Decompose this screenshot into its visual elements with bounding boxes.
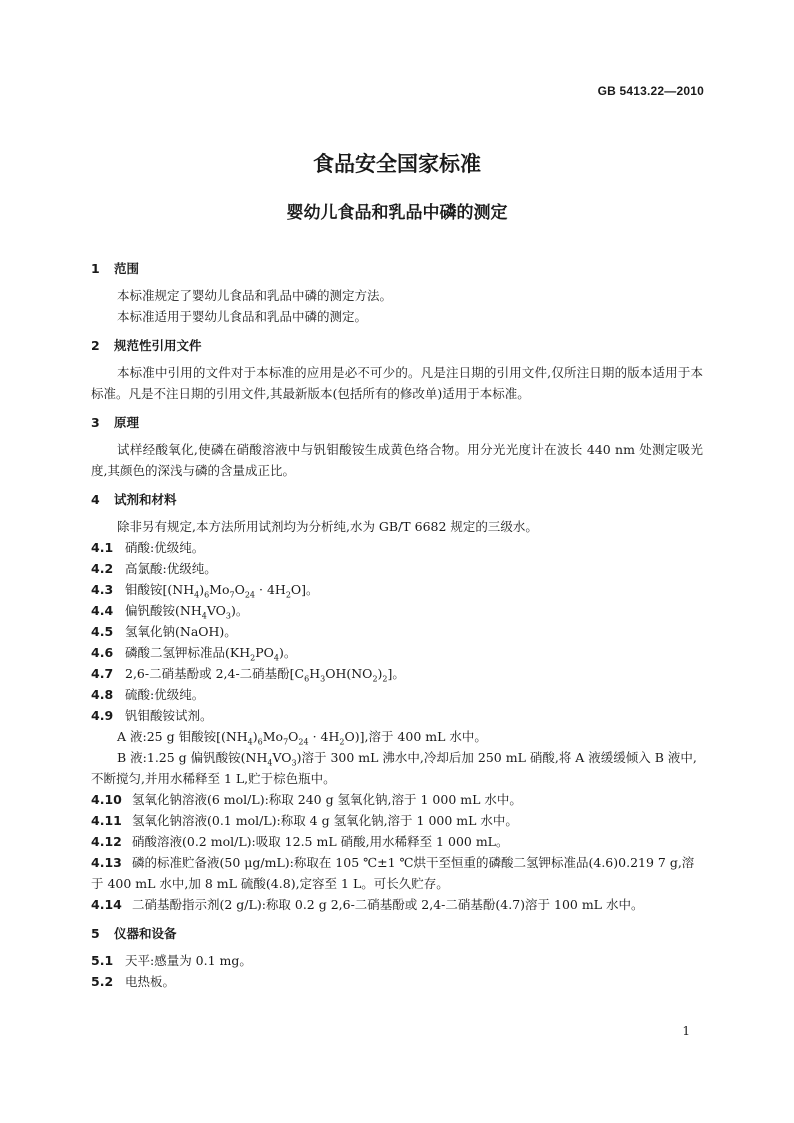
list-item: 4.5 氢氧化钠(NaOH)。 — [91, 624, 237, 639]
list-item: 4.9 钒钼酸铵试剂。 — [91, 708, 213, 723]
paragraph: 试样经酸氧化,使磷在硝酸溶液中与钒钼酸铵生成黄色络合物。用分光光度计在波长 440 nm 处测定吸光度,其颜色的深浅与磷的含量成正比。 — [91, 442, 703, 478]
list-item: 4.11 氢氧化钠溶液(0.1 mol/L):称取 4 g 氢氧化钠,溶于 1 000 mL 水中。 — [91, 813, 518, 828]
section-heading: 2 规范性引用文件 — [91, 338, 202, 353]
sub-paragraph: A 液:25 g 钼酸铵$[(NH_4)_6Mo_7O_{24} \cdot 4H_2O)$],溶于 400 mL 水中。 — [117, 729, 487, 747]
paragraph: 本标准适用于婴幼儿食品和乳品中磷的测定。 — [117, 309, 368, 324]
list-item: 4.12 硝酸溶液(0.2 mol/L):吸取 12.5 mL 硝酸,用水稀释至 1 000 mL。 — [91, 834, 509, 849]
list-item: 5.1 天平:感量为 0.1 mg。 — [91, 953, 252, 968]
list-item: 4.8 硫酸:优级纯。 — [91, 687, 205, 702]
list-item: 4.6 磷酸二氢钾标准品$(KH_2PO_4)$。 — [91, 645, 297, 663]
list-item: 4.7 2,6-二硝基酚或 2,4-二硝基酚$[C_6H_3OH(NO_2)_2]$。 — [91, 666, 405, 684]
section-heading: 4 试剂和材料 — [91, 492, 177, 507]
list-item: 4.10 氢氧化钠溶液(6 mol/L):称取 240 g 氢氧化钠,溶于 1 000 mL 水中。 — [91, 792, 522, 807]
page-number: 1 — [682, 1024, 690, 1038]
list-item: 4.13 磷的标准贮备液(50 μg/mL):称取在 105 ℃±1 ℃烘干至恒重的磷酸二氢钾标准品(4.6)0.219 7 g,溶于 400 mL 水中,加 8 mL 硫酸(4.8),定容至 1 L。可长久贮存。 — [91, 855, 695, 891]
list-item: 4.3 钼酸铵$[(NH_4)_6Mo_7O_{24} \cdot 4H_2O]$。 — [91, 582, 319, 600]
section-heading: 1 范围 — [91, 261, 140, 276]
paragraph: 本标准中引用的文件对于本标准的应用是必不可少的。凡是注日期的引用文件,仅所注日期的版本适用于本标准。凡是不注日期的引用文件,其最新版本(包括所有的修改单)适用于本标准。 — [91, 365, 703, 401]
page-subtitle: 婴幼儿食品和乳品中磷的测定 — [286, 203, 508, 223]
section-heading: 5 仪器和设备 — [91, 926, 177, 941]
page-title: 食品安全国家标准 — [313, 152, 481, 176]
paragraph: 本标准规定了婴幼儿食品和乳品中磷的测定方法。 — [117, 288, 393, 303]
sub-paragraph: B 液:1.25 g 偏钒酸铵$(NH_4VO_3)$溶于 300 mL 沸水中,冷却后加 250 mL 硝酸,将 A 液缓缓倾入 B 液中,不断搅匀,并用水稀释至 1 L,贮于棕色瓶中。 — [91, 750, 697, 786]
list-item: 4.4 偏钒酸铵$(NH_4VO_3)$。 — [91, 603, 249, 621]
document-body — [91, 258, 703, 992]
paragraph: 除非另有规定,本方法所用试剂均为分析纯,水为 GB/T 6682 规定的三级水。 — [117, 519, 538, 534]
list-item: 4.1 硝酸:优级纯。 — [91, 540, 205, 555]
list-item: 4.2 高氯酸:优级纯。 — [91, 561, 217, 576]
section-heading: 3 原理 — [91, 415, 140, 430]
list-item: 4.14 二硝基酚指示剂(2 g/L):称取 0.2 g 2,6-二硝基酚或 2,4-二硝基酚(4.7)溶于 100 mL 水中。 — [91, 897, 644, 912]
standard-code: GB 5413.22—2010 — [597, 84, 704, 98]
list-item: 5.2 电热板。 — [91, 974, 176, 989]
